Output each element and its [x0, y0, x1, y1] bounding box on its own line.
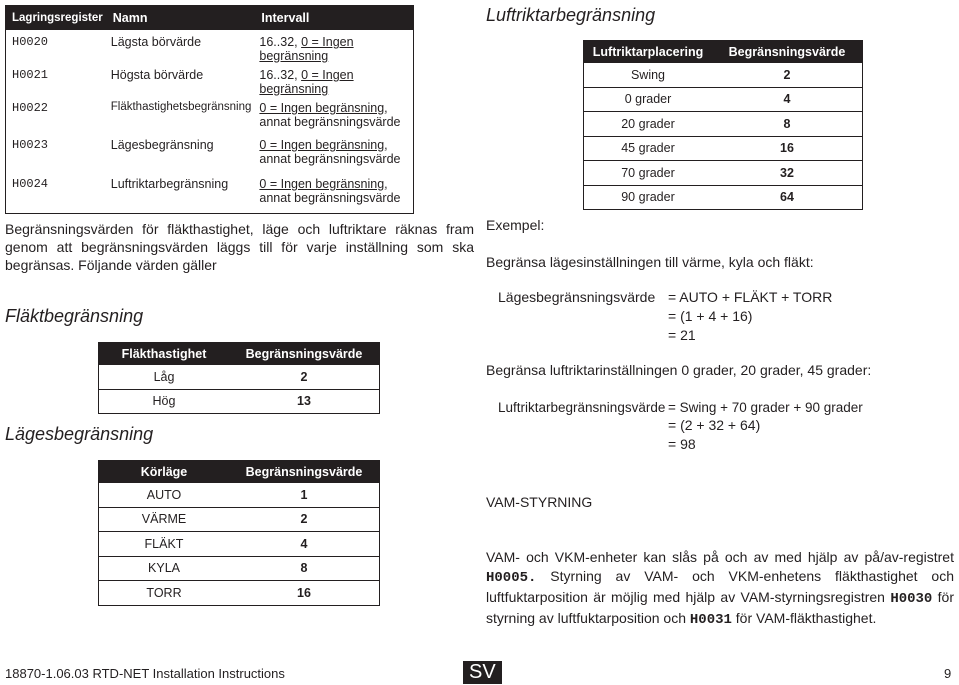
mode-example-label: Lägesbegränsningsvärde [498, 289, 656, 305]
mode-table [98, 460, 380, 606]
register-name: Högsta börvärde [110, 68, 204, 82]
table-row [99, 507, 380, 532]
limit-value: 1 [300, 487, 308, 502]
limit-value: 64 [712, 185, 863, 210]
column-header: Begränsningsvärde [229, 343, 380, 366]
louver-position-label: 20 grader [584, 112, 713, 137]
register-table-header [6, 6, 414, 31]
louver-example-label: Luftriktarbegränsningsvärde [498, 400, 666, 415]
table-row [99, 581, 380, 606]
intro-paragraph: Begränsningsvärden för fläkthastighet, läge och luftriktare räknas fram genom att begränsningsvärden läggs till för varje inställning som ska begränsas. Följande värden gäller [5, 221, 474, 273]
register-range: 0 = Ingen begränsning, annat begränsningsvärde [259, 177, 401, 205]
fan-limit-heading: Fläktbegränsning [5, 306, 144, 326]
column-header: Namn [107, 6, 256, 31]
register-code: H0021 [12, 68, 49, 82]
register-code: H0024 [12, 177, 49, 191]
table-row [99, 365, 380, 389]
louver-example-line: = 98 [668, 436, 696, 452]
table-row [584, 185, 863, 210]
mode-example-line: = AUTO + FLÄKT + TORR [668, 289, 833, 305]
limit-value: 8 [229, 556, 380, 581]
table-row [6, 30, 414, 63]
limit-value: 2 [783, 67, 791, 82]
fan-speed-table [98, 342, 380, 414]
louver-position-label: 90 grader [584, 185, 713, 210]
column-header: Intervall [255, 6, 413, 31]
column-header: Fläkthastighet [99, 343, 230, 366]
mode-label: VÄRME [99, 507, 230, 532]
table-row [6, 175, 414, 213]
mode-label: AUTO [146, 487, 182, 502]
language-badge: SV [463, 661, 502, 684]
register-name: Fläkthastighetsbegränsning [110, 101, 252, 113]
footer-doc-id: 18870-1.06.03 RTD-NET Installation Instructions [5, 666, 285, 681]
louver-position-label: 0 grader [584, 87, 713, 112]
register-name: Lägesbegränsning [110, 138, 214, 152]
register-range: 0 = Ingen begränsning, annat begränsningsvärde [259, 138, 401, 166]
limit-value: 4 [712, 87, 863, 112]
mode-label: TORR [99, 581, 230, 606]
register-range: 16..32, 0 = Ingen begränsning [259, 35, 354, 63]
fan-speed-label: Hög [99, 389, 230, 414]
louver-table [583, 40, 863, 210]
limit-value: 2 [229, 507, 380, 532]
table-row [99, 532, 380, 557]
louver-example-line: = (2 + 32 + 64) [668, 417, 761, 433]
mode-limit-heading: Lägesbegränsning [5, 424, 154, 444]
column-header: Körläge [99, 461, 230, 484]
page-number: 9 [944, 666, 952, 681]
table-row [584, 87, 863, 112]
table-row [99, 483, 380, 507]
mode-example-line: = 21 [668, 327, 696, 343]
register-name: Lägsta börvärde [110, 35, 202, 49]
register-code: H0022 [12, 101, 49, 115]
table-row [6, 136, 414, 175]
louver-example-line: = Swing + 70 grader + 90 grader [668, 400, 863, 415]
limit-value: 16 [712, 136, 863, 161]
mode-label: KYLA [99, 556, 230, 581]
example-label: Exempel: [486, 217, 545, 233]
limit-value: 32 [712, 161, 863, 186]
table-row [584, 63, 863, 87]
limit-value: 8 [712, 112, 863, 137]
louver-example-intro: Begränsa luftriktarinställningen 0 grader, 20 grader, 45 grader: [486, 362, 872, 378]
table-row [6, 63, 414, 96]
register-table [5, 5, 414, 214]
limit-value: 13 [229, 389, 380, 414]
table-row [584, 112, 863, 137]
register-range: 0 = Ingen begränsning, annat begränsningsvärde [259, 101, 401, 129]
table-row [584, 161, 863, 186]
register-code: H0023 [12, 138, 49, 152]
louver-position-label: 45 grader [584, 136, 713, 161]
vam-paragraph: VAM- och VKM-enheter kan slås på och av med hjälp av på/av-registret H0005. Styrning av VAM- och VKM-enhetens fläkthastighet och luftfuktarposition är möjlig med hjälp av VAM-styrningsregistren H0030 för styrning av luftfuktarposition och H0031 för VAM-fläkthastighet. [486, 549, 954, 628]
register-range: 16..32, 0 = Ingen begränsning [259, 68, 354, 96]
limit-value: 16 [229, 581, 380, 606]
column-header: Lagringsregister [6, 6, 107, 31]
mode-example-intro: Begränsa lägesinställningen till värme, kyla och fläkt: [486, 254, 814, 270]
mode-example-line: = (1 + 4 + 16) [668, 308, 753, 324]
fan-speed-label: Låg [153, 369, 175, 384]
register-code: H0020 [12, 35, 49, 49]
table-row [584, 136, 863, 161]
louver-position-label: 70 grader [584, 161, 713, 186]
column-header: Begränsningsvärde [229, 461, 380, 484]
louver-position-label: Swing [630, 67, 666, 82]
column-header: Begränsningsvärde [712, 41, 863, 64]
column-header: Luftriktarplacering [584, 41, 713, 64]
limit-value: 4 [229, 532, 380, 557]
table-row [6, 96, 414, 136]
register-name: Luftriktarbegränsning [110, 177, 229, 191]
limit-value: 2 [300, 369, 308, 384]
table-row [99, 389, 380, 414]
louver-limit-heading: Luftriktarbegränsning [486, 5, 656, 25]
vam-heading: VAM-STYRNING [486, 494, 593, 510]
mode-label: FLÄKT [99, 532, 230, 557]
table-row [99, 556, 380, 581]
